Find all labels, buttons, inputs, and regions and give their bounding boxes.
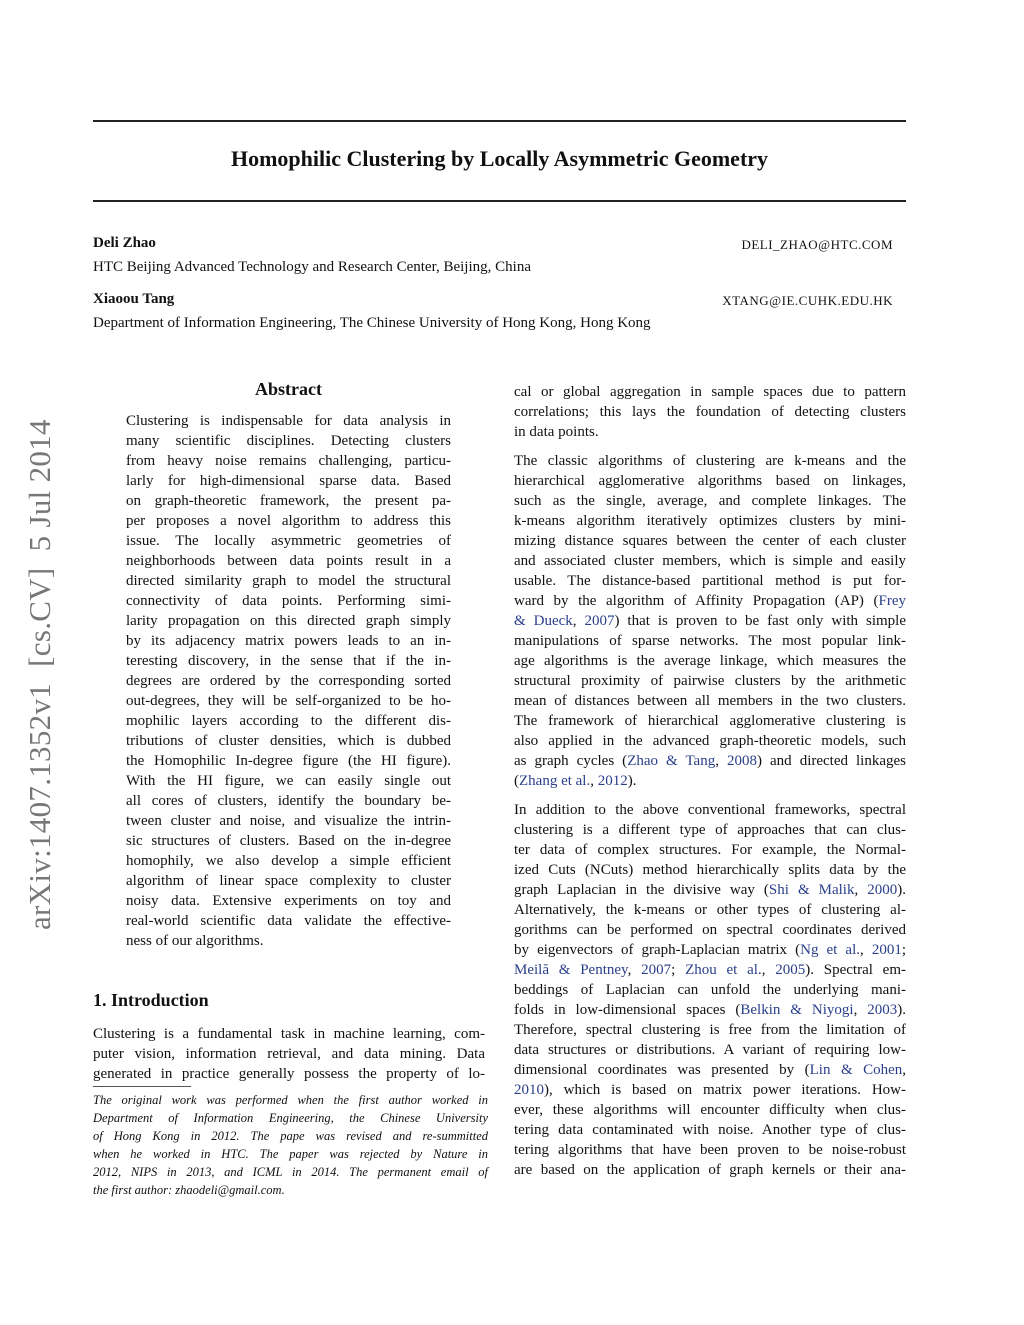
text-segment: ). Spectral em- (805, 962, 906, 978)
citation-link[interactable]: & Dueck (514, 613, 573, 629)
text-line: noisy data. Extensive experiments on toy and (126, 893, 451, 909)
citation-link[interactable]: 2003 (867, 1002, 898, 1018)
text-line: out-degrees, they will be self-organized to be ho- (126, 693, 451, 709)
paragraph-gap (514, 791, 906, 800)
abstract-body (126, 411, 451, 951)
text-segment: as graph cycles ( (514, 753, 628, 769)
text-line: The classic algorithms of clustering are k-means and the (514, 453, 906, 469)
text-line: Clustering is a fundamental task in machine learning, com- (93, 1026, 485, 1042)
text-line: beddings of Laplacian can unfold the underlying mani- (514, 982, 906, 998)
abstract-heading: Abstract (255, 379, 322, 399)
text-line: correlations; this lays the foundation of detecting clusters (514, 404, 906, 420)
text-line: all cores of clusters, identify the boundary be- (126, 793, 451, 809)
text-segment: , (902, 1062, 906, 1078)
text-segment: ; (901, 942, 906, 958)
text-line: tering algorithms that have been proven to be noise-robust (514, 1142, 906, 1158)
text-line: In addition to the above conventional frameworks, spectral (514, 802, 906, 818)
text-segment: , (854, 882, 868, 898)
text-line: mophilic layers according to the different dis- (126, 713, 451, 729)
text-line: by its adjacency matrix powers leads to an in- (126, 633, 451, 649)
text-line: usable. The distance-based partitional method is put for- (514, 573, 906, 589)
citation-link[interactable]: 2000 (867, 882, 898, 898)
text-line: connectivity of data points. Performing simi- (126, 593, 451, 609)
author-email[interactable]: DELI_ZHAO@HTC.COM (741, 237, 893, 252)
text-segment: , (853, 1002, 868, 1018)
text-line: of Hong Kong in 2012. The pape was revised and re-summitted (93, 1129, 488, 1143)
text-line: With the HI figure, we can easily single out (126, 773, 451, 789)
text-line: hierarchical agglomerative algorithms based on linkages, (514, 473, 906, 489)
text-line: on graph-theoretic framework, the present pa- (126, 493, 451, 509)
title-rule-top (93, 120, 906, 122)
text-line: ness of our algorithms. (126, 933, 264, 949)
text-segment: graph Laplacian in the divisive way ( (514, 882, 769, 898)
text-segment: ( (514, 773, 519, 789)
text-segment: , (860, 942, 872, 958)
citation-link[interactable]: 2008 (727, 753, 757, 769)
citation-link[interactable]: 2010 (514, 1082, 544, 1098)
text-line: from heavy noise remains challenging, particu- (126, 453, 451, 469)
text-line: Therefore, spectral clustering is free from the limitation of (514, 1022, 906, 1038)
text-line: homophily, we also develop a simple efficient (126, 853, 451, 869)
text-segment: ). (897, 882, 906, 898)
text-line: 2012, NIPS in 2013, and ICML in 2014. The permanent email of (93, 1165, 488, 1179)
arxiv-stamp: arXiv:1407.1352v1 [cs.CV] 5 Jul 2014 (22, 419, 57, 930)
citation-link[interactable]: Belkin & Niyogi (740, 1002, 854, 1018)
text-segment: ward by the algorithm of Affinity Propagation (AP) ( (514, 593, 879, 609)
citation-link[interactable]: 2001 (871, 942, 902, 958)
text-line: puter vision, information retrieval, and data mining. Data (93, 1046, 485, 1062)
text-segment: ). (627, 773, 637, 789)
text-line: mizing distance squares between the center of each cluster (514, 533, 906, 549)
text-segment: ). (897, 1002, 906, 1018)
footnote-rule (93, 1086, 191, 1087)
text-line: ized Cuts (NCuts) method hierarchically splits data by the (514, 862, 906, 878)
text-line: algorithm of linear space complexity to cluster (126, 873, 451, 889)
text-segment: ) and directed linkages (757, 753, 907, 769)
text-line (514, 1080, 906, 1100)
text-segment: , (590, 773, 598, 789)
author-affiliation: HTC Beijing Advanced Technology and Research Center, Beijing, China (93, 259, 531, 275)
text-line (514, 940, 906, 960)
text-line (514, 751, 906, 771)
text-line: many scientific disciplines. Detecting clusters (126, 433, 451, 449)
text-line: teresting discovery, in the sense that if the in- (126, 653, 451, 669)
citation-link[interactable]: Zhang et al. (519, 773, 591, 789)
text-line: issue. The locally asymmetric geometries of (126, 533, 451, 549)
text-line: directed similarity graph to model the structural (126, 573, 451, 589)
text-line: the Homophilic In-degree figure (the HI figure). (126, 753, 451, 769)
text-line: The framework of hierarchical agglomerative clustering is (514, 713, 906, 729)
text-line: per proposes a novel algorithm to address this (126, 513, 451, 529)
text-line: larity propagation on this directed graph simply (126, 613, 451, 629)
text-line (514, 611, 906, 631)
text-line (514, 1060, 906, 1080)
citation-link[interactable]: Lin & Cohen (809, 1062, 903, 1078)
text-line: cal or global aggregation in sample spaces due to pattern (514, 384, 906, 400)
introduction-heading: 1. Introduction (93, 990, 209, 1010)
author-name: Xiaoou Tang (93, 291, 175, 307)
text-line: age algorithms is the average linkage, which measures the (514, 653, 906, 669)
citation-link[interactable]: Zhao & Tang (627, 753, 716, 769)
text-line: when he worked in HTC. The paper was rejected by Nature in (93, 1147, 488, 1161)
text-segment: , (761, 962, 776, 978)
text-line: The original work was performed when the first author worked in (93, 1093, 488, 1107)
text-line: degrees are ordered by the corresponding sorted (126, 673, 451, 689)
text-segment: , (572, 613, 585, 629)
text-line: ter data of complex structures. For example, the Normal- (514, 842, 906, 858)
citation-link[interactable]: Zhou et al. (685, 962, 762, 978)
text-line: data structures or distributions. A variant of requiring low- (514, 1042, 906, 1058)
text-line: ever, these algorithms will encounter difficulty when clus- (514, 1102, 906, 1118)
text-line: the first author: zhaodeli@gmail.com. (93, 1183, 285, 1197)
citation-link[interactable]: Frey (878, 593, 906, 609)
text-line (514, 591, 906, 611)
text-line: such as the single, average, and complete linkages. The (514, 493, 906, 509)
text-line: clustering is a different type of approaches that can clus- (514, 822, 906, 838)
text-line: manipulations of sparse networks. The most popular link- (514, 633, 906, 649)
text-line: gorithms can be performed on spectral coordinates derived (514, 922, 906, 938)
text-line (514, 771, 906, 791)
text-segment: ) that is proven to be fast only with simple (614, 613, 906, 629)
text-line (514, 1000, 906, 1020)
citation-link[interactable]: Shi & Malik (768, 882, 855, 898)
author-affiliation: Department of Information Engineering, The Chinese University of Hong Kong, Hong Kong (93, 315, 651, 331)
text-segment: by eigenvectors of graph-Laplacian matrix ( (514, 942, 801, 958)
text-line (514, 960, 906, 980)
text-line: real-world scientific data validate the effective- (126, 913, 451, 929)
text-line: Alternatively, the k-means or other types of clustering al- (514, 902, 906, 918)
text-line: Department of Information Engineering, the Chinese University (93, 1111, 488, 1125)
citation-link[interactable]: 2007 (584, 613, 615, 629)
text-segment: ), which is based on matrix power iterations. How- (544, 1082, 906, 1098)
text-line: in data points. (514, 424, 599, 440)
paper-title: Homophilic Clustering by Locally Asymmetric Geometry (230, 146, 769, 171)
title-rule-bottom (93, 200, 906, 202)
text-line: also applied in the advanced graph-theoretic models, such (514, 733, 906, 749)
paragraph-gap (514, 442, 906, 451)
text-line: tributions of cluster densities, which is dubbed (126, 733, 451, 749)
citation-link[interactable]: 2005 (775, 962, 806, 978)
footnote (93, 1091, 488, 1199)
citation-link[interactable]: Ng et al. (800, 942, 860, 958)
author-email[interactable]: XTANG@IE.CUHK.EDU.HK (722, 293, 893, 308)
text-line: neighborhoods between data points result in a (126, 553, 451, 569)
text-line: k-means algorithm iteratively optimizes clusters by mini- (514, 513, 906, 529)
text-line: tween cluster and noise, and visualize the intrin- (126, 813, 451, 829)
text-line: sic structures of clusters. Based on the in-degree (126, 833, 451, 849)
text-line: are based on the application of graph kernels or their ana- (514, 1162, 906, 1178)
text-line: structural proximity of pairwise clusters by the arithmetic (514, 673, 906, 689)
citation-link[interactable]: 2012 (597, 773, 628, 789)
text-line: larly for high-dimensional sparse data. Based (126, 473, 451, 489)
introduction-left-text (93, 1024, 485, 1084)
text-segment: ; (671, 962, 686, 978)
citation-link[interactable]: 2007 (641, 962, 672, 978)
text-line (514, 880, 906, 900)
text-line: Clustering is indispensable for data analysis in (126, 413, 451, 429)
text-line: tering data contaminated with noise. Another type of clus- (514, 1122, 906, 1138)
text-segment: , (715, 753, 727, 769)
text-segment: folds in low-dimensional spaces ( (514, 1002, 741, 1018)
text-line: generated in practice generally possess the property of lo- (93, 1066, 485, 1082)
author-name: Deli Zhao (93, 235, 156, 251)
text-line: and associated cluster members, which is simple and easily (514, 553, 906, 569)
text-line: mean of distances between all members in the two clusters. (514, 693, 906, 709)
citation-link[interactable]: Meilă & Pentney (514, 962, 628, 978)
text-segment: dimensional coordinates was presented by ( (514, 1062, 810, 1078)
text-segment: , (627, 962, 642, 978)
right-column-text (514, 382, 906, 1180)
